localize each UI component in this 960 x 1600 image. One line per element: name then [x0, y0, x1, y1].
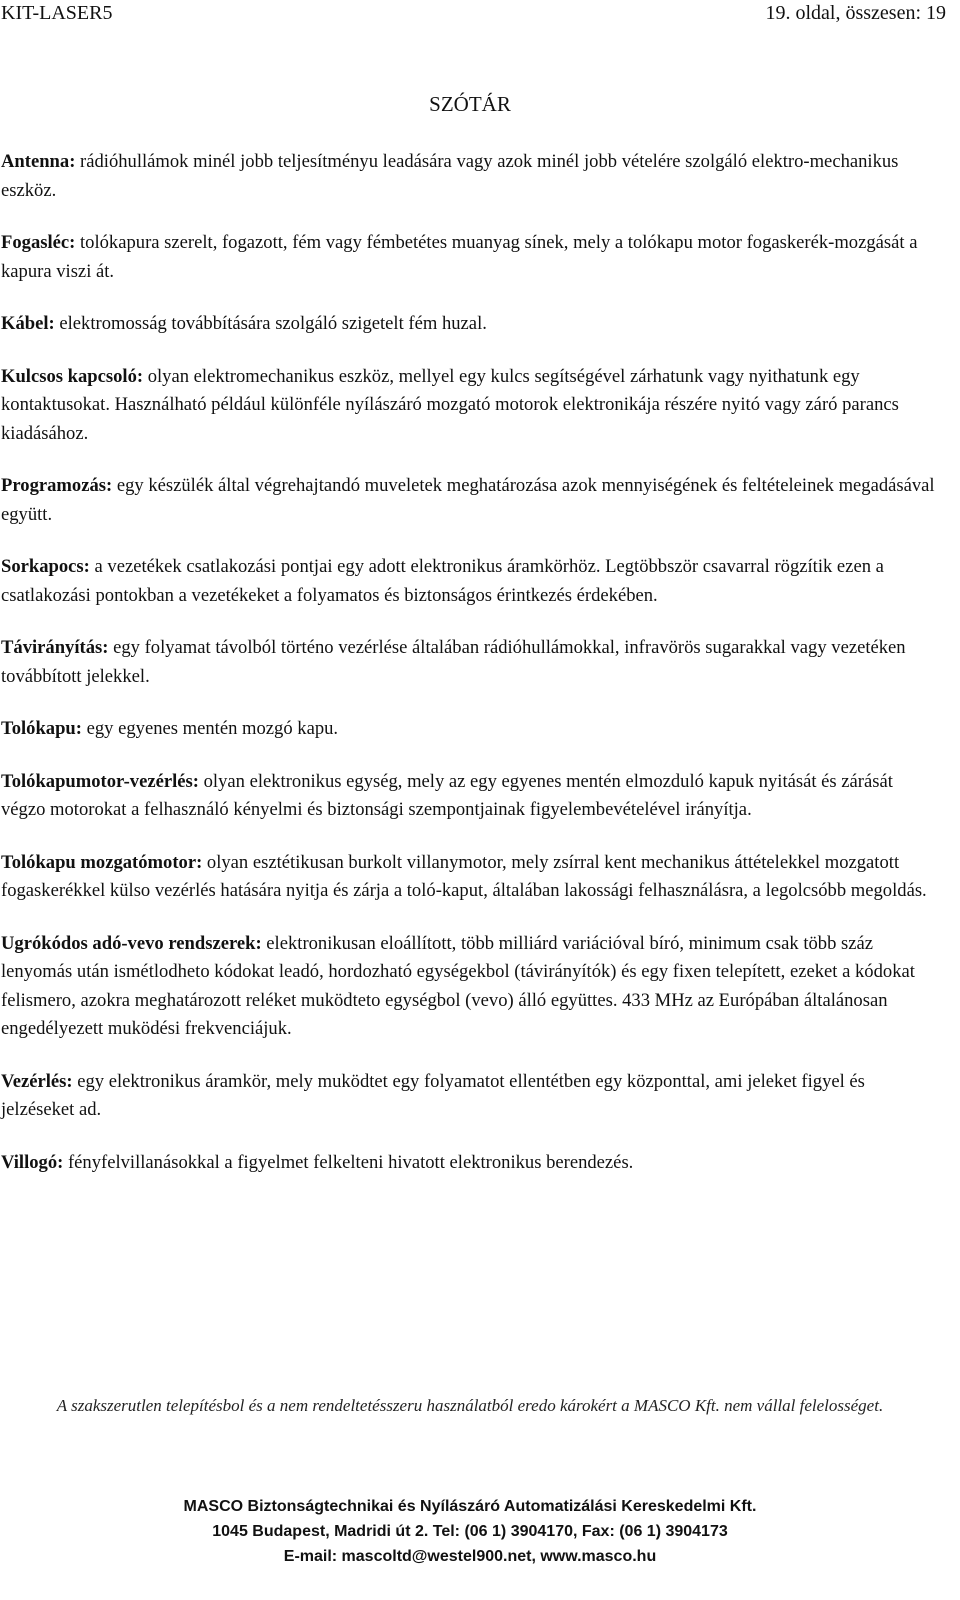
glossary-definition: egy folyamat távolból történo vezérlése általában rádióhullámokkal, infravörös sugarakkal vagy vezetéken továbbított jelekkel.	[1, 637, 906, 687]
glossary-entry	[1, 1068, 936, 1125]
glossary-entry	[1, 1149, 936, 1178]
glossary-entry	[1, 148, 936, 205]
glossary-entry	[1, 634, 936, 691]
glossary-entry	[1, 715, 936, 744]
glossary-definition: a vezetékek csatlakozási pontjai egy adott elektronikus áramkörhöz. Legtöbbször csavarral rögzítik ezen a csatlakozási pontokban a vezetékeket a folyamatos és biztonságos érintkezés érdekében.	[1, 556, 884, 606]
glossary-term: Villogó:	[1, 1151, 64, 1173]
glossary-entry	[1, 768, 936, 825]
page-number: 19. oldal, összesen: 19	[765, 2, 946, 24]
glossary-definition: egy készülék által végrehajtandó muveletek meghatározása azok mennyiségének és feltételeinek megadásával együtt.	[1, 475, 935, 525]
footer-company-name: MASCO Biztonságtechnikai és Nyílászáró Automatizálási Kereskedelmi Kft.	[183, 1498, 757, 1515]
glossary-term: Tolókapu mozgatómotor:	[1, 851, 203, 873]
glossary-term: Sorkapocs:	[1, 556, 90, 577]
glossary-term: Tolókapumotor-vezérlés:	[1, 770, 199, 792]
glossary-definition: egy elektronikus áramkör, mely muködtet egy folyamatot ellentétben egy központtal, ami jeleket figyel és jelzéseket ad.	[1, 1070, 865, 1120]
glossary-term: Kulcsos kapcsoló:	[1, 365, 144, 387]
glossary-entry	[1, 849, 936, 906]
glossary-entry	[1, 363, 936, 449]
page-header	[0, 2, 946, 28]
glossary-definition: elektronikusan eloállított, több milliárd variációval bíró, minimum csak több száz lenyomás után ismétlodheto kódokat leadó, hordozható egységekbol (távirányítók) és egy fixen telepített, ezeket a kódokat felismero, azokra meghatározott reléket muködteto egységbol (vevo) álló együttes. 433 MHz az Európában általánosan engedélyezett muködési frekvenciájuk.	[1, 932, 915, 1039]
glossary-definition: olyan elektromechanikus eszköz, mellyel egy kulcs segítségével zárhatunk vagy nyithatunk egy kontaktusokat. Használható például különféle nyílászáró mozgató motorok elektronikája részére nyitó vagy záró parancs kiadásához.	[1, 365, 899, 444]
glossary-definition: tolókapura szerelt, fogazott, fém vagy fémbetétes muanyag sínek, mely a tolókapu motor fogaskerék-mozgását a kapura viszi át.	[1, 232, 918, 282]
glossary-definition: elektromosság továbbítására szolgáló szigetelt fém huzal.	[54, 313, 487, 334]
glossary-list	[1, 148, 936, 1201]
glossary-entry	[1, 229, 936, 286]
glossary-entry	[1, 930, 936, 1044]
glossary-definition: rádióhullámok minél jobb teljesítményu leadására vagy azok minél jobb vételére szolgáló elektro-mechanikus eszköz.	[1, 151, 899, 201]
glossary-term: Ugrókódos adó-vevo rendszerek:	[1, 932, 262, 954]
footer-contact: E-mail: mascoltd@westel900.net, www.masco.hu	[283, 1548, 657, 1565]
glossary-definition: egy egyenes mentén mozgó kapu.	[81, 718, 339, 739]
glossary-entry	[1, 553, 936, 610]
glossary-term: Kábel:	[1, 313, 55, 334]
glossary-term: Programozás:	[1, 475, 113, 496]
company-footer	[0, 1494, 940, 1569]
glossary-definition: olyan esztétikusan burkolt villanymotor, mely zsírral kent mechanikus áttételekkel mozgatott fogaskerékkel külso vezérlés hatására nyitja és zárja a toló-kaput, általában lakossági felhasználásra, a legolcsóbb megoldás.	[1, 851, 927, 901]
page-title: SZÓTÁR	[429, 92, 511, 116]
glossary-term: Antenna:	[1, 151, 76, 172]
glossary-entry	[1, 310, 936, 339]
glossary-entry	[1, 472, 936, 529]
document-name: KIT-LASER5	[1, 2, 113, 24]
disclaimer: A szakszerutlen telepítésbol és a nem rendeltetésszeru használatból eredo károkért a MASCO Kft. nem vállal felelosséget.	[56, 1396, 884, 1415]
glossary-definition: fényfelvillanásokkal a figyelmet felkelteni hivatott elektronikus berendezés.	[63, 1151, 634, 1173]
glossary-term: Fogasléc:	[1, 232, 76, 253]
glossary-term: Vezérlés:	[1, 1070, 73, 1092]
glossary-term: Tolókapu:	[1, 718, 82, 739]
footer-address: 1045 Budapest, Madridi út 2. Tel: (06 1) 3904170, Fax: (06 1) 3904173	[212, 1523, 728, 1540]
glossary-definition: olyan elektronikus egység, mely az egy egyenes mentén elmozduló kapuk nyitását és zárását végzo motorokat a felhasználó kényelmi és biztonsági szempontjainak figyelembevételével irányítja.	[1, 770, 893, 820]
glossary-term: Távirányítás:	[1, 637, 109, 658]
